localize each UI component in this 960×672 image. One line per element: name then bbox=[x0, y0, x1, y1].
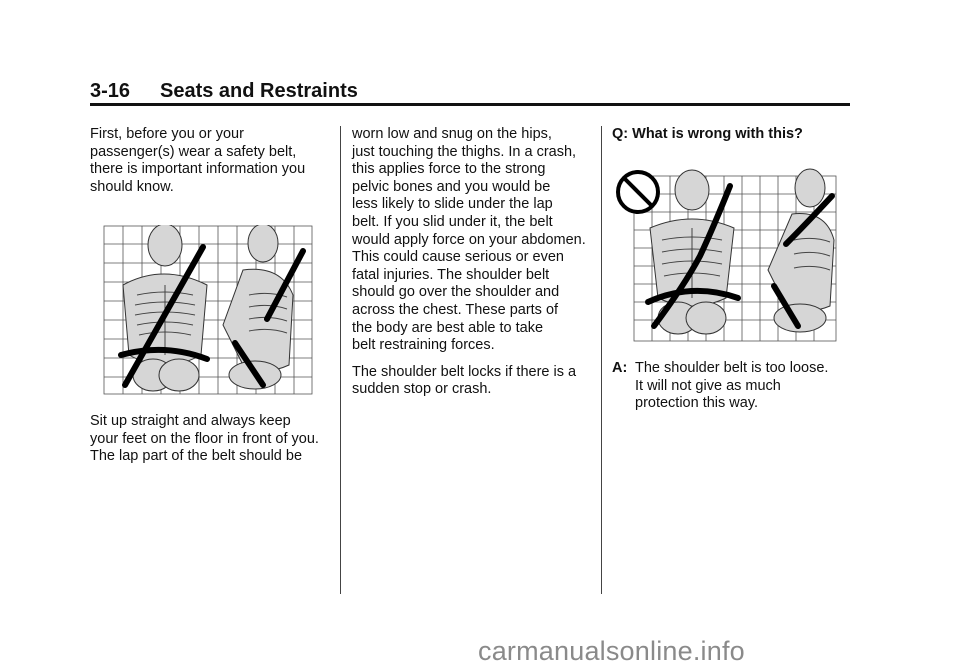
paragraph bbox=[352, 364, 597, 399]
text-line: fatal injuries. The shoulder belt bbox=[352, 266, 550, 283]
text-line: would apply force on your abdomen. bbox=[352, 231, 586, 248]
text-line: The shoulder belt is too loose. bbox=[635, 360, 829, 376]
column-1 bbox=[90, 126, 335, 205]
text-line: The lap part of the belt should be bbox=[90, 448, 303, 465]
text-line: First, before you or your bbox=[90, 126, 244, 142]
text-line: protection this way. bbox=[635, 395, 759, 412]
text-line: belt restraining forces. bbox=[352, 337, 495, 354]
question-text: Q: What is wrong with this? bbox=[612, 126, 803, 142]
page-header bbox=[90, 80, 850, 106]
text-line: Sit up straight and always keep bbox=[90, 413, 291, 429]
column-1-continued bbox=[90, 413, 335, 475]
text-line: your feet on the floor in front of you. bbox=[90, 430, 319, 447]
text-line: worn low and snug on the hips, bbox=[352, 126, 552, 142]
text-line: just touching the thighs. In a crash, bbox=[352, 143, 577, 160]
text-line: the body are best able to take bbox=[352, 319, 544, 336]
paragraph bbox=[90, 413, 335, 466]
text-line: across the chest. These parts of bbox=[352, 301, 559, 318]
column-divider bbox=[340, 126, 341, 594]
text-line: there is important information you bbox=[90, 161, 306, 178]
text-line: The shoulder belt locks if there is a bbox=[352, 363, 577, 380]
paragraph bbox=[90, 126, 335, 196]
prohibited-icon bbox=[618, 172, 658, 212]
text-line: this applies force to the strong bbox=[352, 161, 546, 178]
text-line: passenger(s) wear a safety belt, bbox=[90, 143, 297, 160]
text-line: pelvic bones and you would be bbox=[352, 178, 551, 195]
column-2 bbox=[352, 126, 597, 408]
text-line: It will not give as much bbox=[635, 377, 781, 394]
text-line: belt. If you slid under it, the belt bbox=[352, 213, 553, 230]
loose-belt-illustration bbox=[614, 166, 838, 343]
page-number: 3-16 bbox=[90, 80, 131, 102]
section-title: Seats and Restraints bbox=[160, 80, 358, 102]
text-line: sudden stop or crash. bbox=[352, 381, 492, 398]
paragraph bbox=[352, 126, 597, 355]
watermark: carmanualsonline.info bbox=[478, 636, 745, 666]
text-line: less likely to slide under the lap bbox=[352, 196, 553, 213]
answer-label: A: bbox=[612, 360, 628, 376]
text-line: should go over the shoulder and bbox=[352, 284, 560, 301]
text-line: should know. bbox=[90, 178, 174, 195]
answer-text bbox=[635, 360, 850, 413]
column-divider bbox=[601, 126, 602, 594]
text-line: This could cause serious or even bbox=[352, 249, 564, 266]
correct-belt-illustration bbox=[103, 225, 313, 395]
